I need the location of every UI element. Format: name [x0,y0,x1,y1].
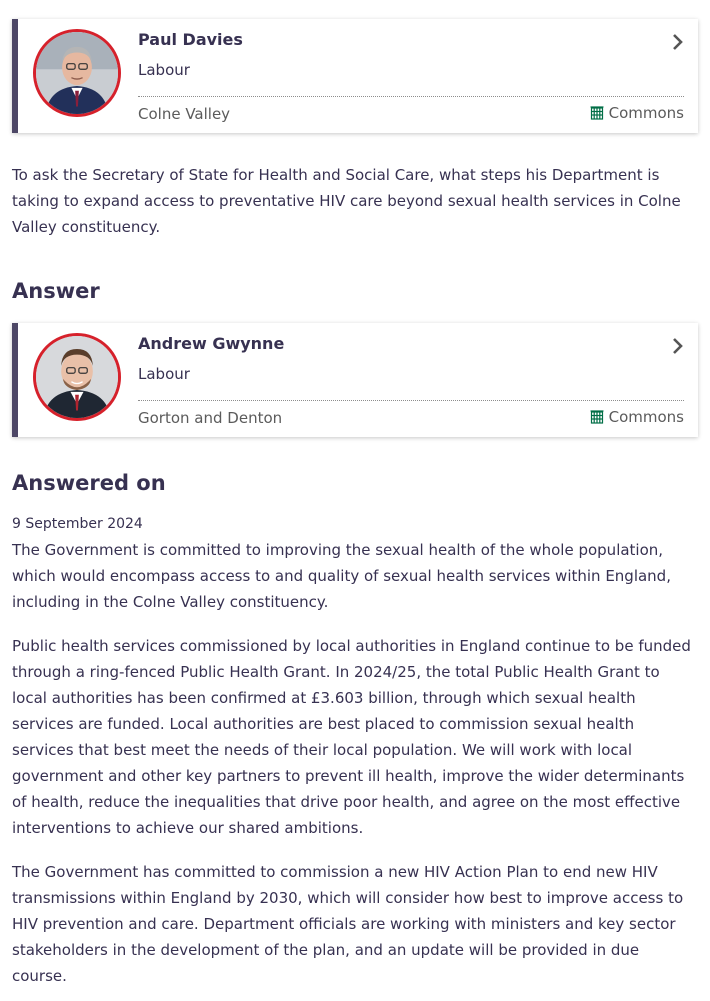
chevron-right-icon[interactable] [672,33,684,51]
question-text: To ask the Secretary of State for Health and Social Care, what steps his Department is taking to expand access to preventative HIV care beyond sexual health services in Colne Valley constituency. [12,166,681,236]
member-name: Andrew Gwynne [138,334,285,353]
answered-date: 9 September 2024 [12,516,143,532]
house-label [590,104,684,122]
member-constituency: Gorton and Denton [138,409,283,427]
avatar-photo-andrew-gwynne [36,336,118,418]
answered-on-heading: Answered on [12,471,166,495]
answer-body [12,537,698,989]
answer-paragraph: Public health services commissioned by local authorities in England continue to be funded through a ring-fenced Public Health Grant. In 2024/25, the total Public Health Grant to local authorities has been confirmed at £3.603 billion, through which sexual health services are funded. Local authorities are best placed to commission sexual health services that best meet the needs of their local population. We will work with local government and other key partners to prevent ill health, improve the wider determinants of health, reduce the inequalities that drive poor health, and agree on the most effective interventions to achieve our shared ambitions. [12,637,691,837]
answer-paragraph: The Government has committed to commission a new HIV Action Plan to end new HIV transmissions within England by 2030, which will consider how best to improve access to HIV prevention and care. Department officials are working with ministers and key sector stakeholders in the development of the plan, and an update will be provided in due course. [12,863,684,985]
answer-member-card[interactable] [12,323,698,437]
divider [138,400,684,401]
chevron-right-icon[interactable] [672,337,684,355]
answer-paragraph: The Government is committed to improving the sexual health of the whole population, which would encompass access to and quality of sexual health services within England, including in the Colne Valley constituency. [12,541,671,611]
member-name: Paul Davies [138,30,243,49]
portcullis-icon [590,410,604,424]
page [0,19,710,989]
member-party: Labour [138,61,190,79]
house-label [590,408,684,426]
avatar-photo-paul-davies [36,32,118,114]
portcullis-icon [590,106,604,120]
house-name: Commons [608,408,684,426]
member-party: Labour [138,365,190,383]
member-constituency: Colne Valley [138,105,231,123]
house-name: Commons [608,104,684,122]
question-member-card[interactable] [12,19,698,133]
answer-heading: Answer [12,279,100,303]
avatar [33,29,121,117]
avatar [33,333,121,421]
divider [138,96,684,97]
